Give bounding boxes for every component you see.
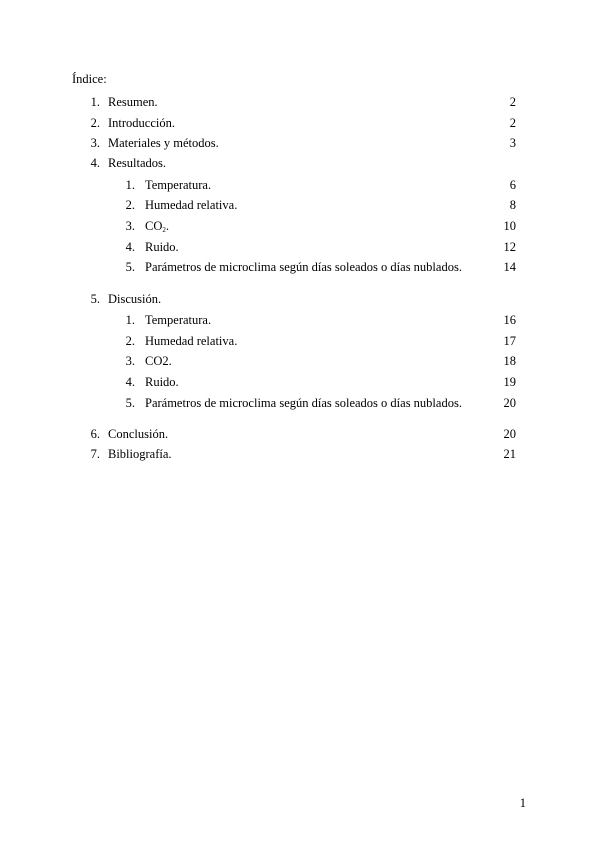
toc-entry-label: Ruido.	[145, 375, 179, 389]
toc-entry-page: 17	[503, 334, 516, 348]
footer-page-number: 1	[519, 796, 526, 810]
toc-entry-page: 3	[509, 136, 516, 150]
toc-entry-number: 6.	[90, 427, 100, 441]
toc-entry-number: 4.	[125, 375, 135, 389]
toc-entry-page: 18	[503, 354, 516, 368]
toc-entry-label: Resumen.	[108, 95, 158, 109]
toc-entry-number: 3.	[90, 136, 100, 150]
toc-entry-label: Conclusión.	[108, 427, 169, 441]
co2-tail-text: .	[165, 219, 169, 233]
toc-entry-page: 20	[503, 427, 516, 441]
toc-entry-number: 2.	[125, 334, 135, 348]
toc-entry-label: Humedad relativa.	[145, 198, 238, 212]
toc-entry-number: 5.	[90, 292, 100, 306]
toc-entry-number: 2.	[90, 116, 100, 130]
toc-entry-number: 5.	[125, 396, 135, 410]
toc-entry-page: 8	[509, 198, 516, 212]
toc-entry-number: 4.	[125, 240, 135, 254]
toc-title: Índice:	[72, 72, 107, 86]
toc-entry-number: 5.	[125, 260, 135, 274]
co2-subscript: 2	[162, 226, 166, 234]
toc-entry-page: 16	[503, 313, 516, 327]
toc-entry-label: Discusión.	[108, 292, 162, 306]
toc-entry-page: 6	[509, 178, 516, 192]
toc-entry-page: 2	[509, 116, 516, 130]
toc-entry-number: 1.	[125, 178, 135, 192]
toc-entry-page: 19	[503, 375, 516, 389]
co2-main-text: CO	[145, 219, 163, 233]
toc-entry-label: Parámetros de microclima según días soleados o días nublados.	[145, 396, 462, 410]
toc-entry-label	[145, 218, 169, 234]
toc-entry-page: 2	[509, 95, 516, 109]
toc-entry-number: 7.	[90, 447, 100, 461]
toc-entry-page: 14	[503, 260, 516, 274]
toc-entry-label: Ruido.	[145, 240, 179, 254]
toc-entry-page: 20	[503, 396, 516, 410]
toc-entry-page: 21	[503, 447, 516, 461]
toc-entry-label: CO2.	[145, 354, 172, 368]
toc-entry-number: 4.	[90, 156, 100, 170]
toc-entry-label: Bibliografía.	[108, 447, 172, 461]
toc-entry-number: 3.	[125, 354, 135, 368]
toc-entry-label: Humedad relativa.	[145, 334, 238, 348]
toc-entry-label: Temperatura.	[145, 313, 212, 327]
toc-entry-page: 10	[503, 219, 516, 233]
toc-entry-label: Introducción.	[108, 116, 175, 130]
toc-entry-number: 1.	[90, 95, 100, 109]
toc-entry-number: 3.	[125, 219, 135, 233]
toc-entry-label: Materiales y métodos.	[108, 136, 219, 150]
toc-entry-number: 1.	[125, 313, 135, 327]
toc-entry-label: Resultados.	[108, 156, 166, 170]
toc-entry-page: 12	[503, 240, 516, 254]
toc-entry-label: Parámetros de microclima según días soleados o días nublados.	[145, 260, 462, 274]
toc-entry-number: 2.	[125, 198, 135, 212]
toc-entry-label: Temperatura.	[145, 178, 212, 192]
